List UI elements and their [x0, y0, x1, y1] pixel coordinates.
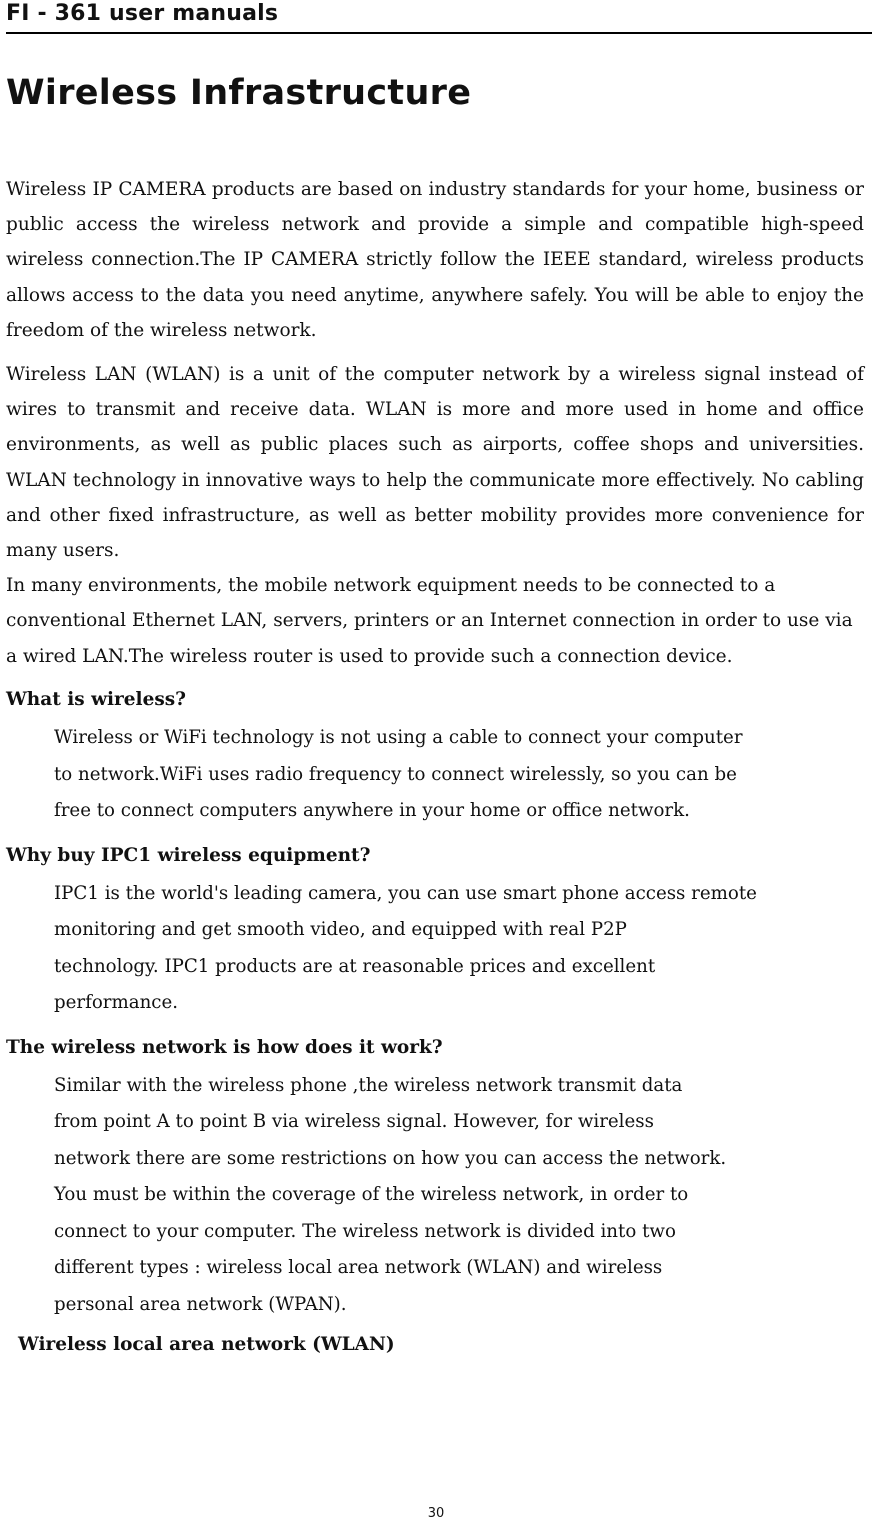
page-number: 30	[427, 1506, 445, 1521]
page-title: Wireless Infrastructure	[6, 73, 472, 113]
intro-paragraph-2: Wireless LAN (WLAN) is a unit of the computer network by a wireless signal instead of wires to transmit and receive data. WLAN is more and more used in home and office environments, as well as public places such as airports, coffee shops and universities. WLAN technology in innovative ways to help the communicate more effectively. No cabling and other fixed infrastructure, as well as better mobility provides more convenience for many users.	[6, 364, 864, 562]
faq-answer-why-buy: IPC1 is the world's leading camera, you can use smart phone access remote monitoring and get smooth video, and equipped with real P2P technology. IPC1 products are at reasonable prices and excellent performance.	[54, 882, 757, 1014]
intro-paragraph-1: Wireless IP CAMERA products are based on industry standards for your home, business or public access the wireless network and provide a simple and compatible high-speed wireless connection.The IP CAMERA strictly follow the IEEE standard, wireless products allows access to the data you need anytime, anywhere safely. You will be able to enjoy the freedom of the wireless network.	[6, 179, 864, 341]
faq-answer-how-it-works: Similar with the wireless phone ,the wireless network transmit data from point A to point B via wireless signal. However, for wireless network there are some restrictions on how you can access the network. You must be within the coverage of the wireless network, in order to connect to your computer. The wireless network is divided into two different types : wireless local area network (WLAN) and wireless personal area network (WPAN).	[54, 1074, 727, 1315]
faq-question-why-buy: Why buy IPC1 wireless equipment?	[6, 844, 371, 866]
page-body	[6, 172, 864, 1363]
running-header	[6, 0, 872, 34]
running-header-text: FI - 361 user manuals	[6, 1, 279, 26]
intro-paragraph-3: In many environments, the mobile network equipment needs to be connected to a conventional Ethernet LAN, servers, printers or an Internet connection in order to use via a wired LAN.The wireless router is used to provide such a connection device.	[6, 575, 853, 667]
faq-question-what-is-wireless: What is wireless?	[6, 688, 187, 710]
faq-answer-what-is-wireless: Wireless or WiFi technology is not using a cable to connect your computer to network.WiFi uses radio frequency to connect wirelessly, so you can be free to connect computers anywhere in your home or office network.	[54, 727, 743, 822]
subsection-title-wlan: Wireless local area network (WLAN)	[18, 1334, 395, 1356]
faq-question-how-it-works: The wireless network is how does it work?	[6, 1036, 443, 1058]
